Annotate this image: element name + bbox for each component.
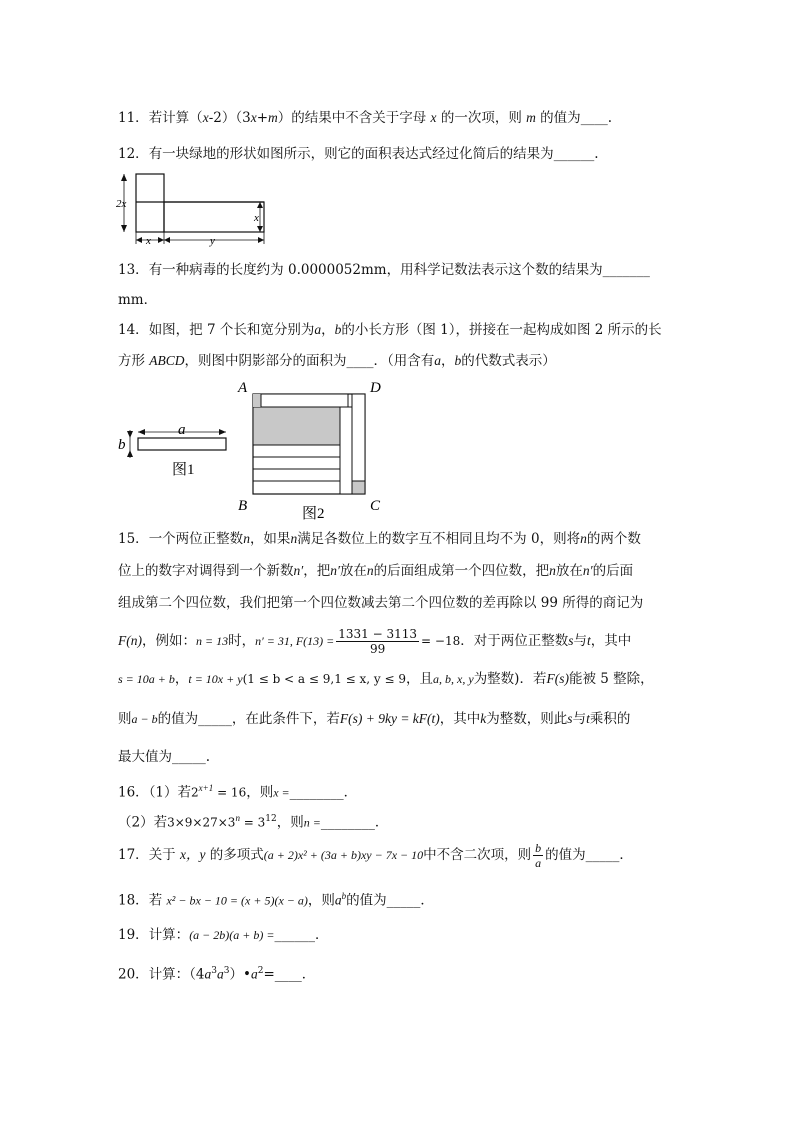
question-17: 17．关于 x，y 的多项式(a + 2)x² + (3a + b)xy − 7x − 10中不含二次项，则 $\frac{b}{a}$ 的值为_____． — [118, 841, 633, 870]
label-A: A — [238, 380, 248, 396]
question-20: 20．计算：$(4a^3a^3)•a^2=\_\_\_\_$． — [118, 966, 316, 983]
question-15-line3: 组成第二个四位数，我们把第一个四位数减去第二个四位数的差再除以 99 所得的商记为 — [118, 595, 644, 611]
answer-blank[interactable]: _____ — [386, 892, 421, 909]
answer-blank[interactable]: _____ — [172, 749, 206, 765]
answer-blank[interactable]: ________ — [289, 784, 344, 801]
question-19: 19．计算：(a − 2b)(a + b) =______． — [118, 927, 329, 943]
label-B: B — [238, 498, 248, 514]
label-2x: 2x — [116, 198, 127, 210]
fraction: $\frac{1331 - 3113}{99}$ — [338, 627, 418, 656]
question-13-line2: mm． — [118, 292, 158, 308]
question-16-part2: （2）若$3\times 9\times 27\times 3^n = 3^{12}$，则n =________． — [118, 813, 389, 831]
figure-2-rectangle-abcd — [234, 374, 394, 522]
label-a: a — [178, 422, 186, 438]
answer-blank[interactable]: _____ — [585, 847, 620, 863]
label-y-bottom: y — [210, 235, 215, 247]
label-C: C — [370, 498, 381, 514]
answer-blank[interactable]: ______ — [274, 927, 315, 943]
question-15-line6: 则a − b的值为_____，在此条件下，若F(s) + 9ky = kF(t)，其中k为整数，则此s与t乘积的 — [118, 711, 631, 727]
answer-blank[interactable]: ________ — [320, 814, 375, 831]
label-x-bottom: x — [146, 235, 151, 247]
figure-1-small-rectangle — [116, 420, 236, 480]
figure-2-caption: 图2 — [302, 506, 325, 522]
green-land-figure — [114, 170, 274, 248]
question-14-line2: 方形 ABCD，则图中阴影部分的面积为____．（用含有a，b的代数式表示） — [118, 353, 556, 369]
answer-blank[interactable]: _____ — [198, 711, 232, 727]
question-13: 13．有一种病毒的长度约为 0.0000052mm，用科学记数法表示这个数的结果为_______ — [118, 262, 650, 278]
answer-blank[interactable]: _______ — [602, 262, 650, 278]
question-15-line2: 位上的数字对调得到一个新数n′，把n′放在n的后面组成第一个四位数，把n放在n′的后面 — [118, 563, 634, 579]
answer-blank[interactable]: ____ — [580, 110, 608, 126]
answer-blank[interactable]: ____ — [346, 353, 374, 369]
question-16-part1: 16．（1）若$2^{x+1} = 16$，则x =________． — [118, 783, 358, 801]
answer-blank[interactable]: ______ — [553, 146, 595, 162]
question-12: 12．有一块绿地的形状如图所示，则它的面积表达式经过化简后的结果为______. — [118, 146, 599, 162]
question-18: 18．若 x² − bx − 10 = (x + 5)(x − a)，则$a^b$的值为_____． — [118, 891, 434, 909]
fraction: $\frac{b}{a}$ — [535, 841, 542, 870]
label-D: D — [370, 380, 381, 396]
question-15-line4: F(n)，例如：n = 13时，n′ = 31, F(13) = $\frac{1331 - 3113}{99}$ = −18．对于两位正整数s与t，其中 — [118, 627, 632, 656]
figure-1-caption: 图1 — [172, 462, 195, 478]
question-15-line5: s = 10a + b，t = 10x + y(1 ≤ b < a ≤ 9,1 ≤ x, y ≤ 9，且a, b, x, y为整数)．若F(s)能被 5 整除， — [118, 671, 654, 687]
question-14: 14．如图，把 7 个长和宽分别为a，b的小长方形（图 1），拼接在一起构成如图 2 所示的长 — [118, 322, 662, 338]
question-15-line7: 最大值为_____. — [118, 749, 211, 765]
answer-blank[interactable]: ____ — [274, 966, 302, 983]
label-b: b — [118, 437, 126, 453]
question-11: 11．若计算（x-2）（3x+m）的结果中不含关于字母 x 的一次项，则 m 的值为____. — [118, 110, 612, 126]
label-x-right: x — [254, 212, 259, 224]
question-15: 15．一个两位正整数n，如果n满足各数位上的数字互不相同且均不为 0，则将n的两个数 — [118, 531, 641, 547]
